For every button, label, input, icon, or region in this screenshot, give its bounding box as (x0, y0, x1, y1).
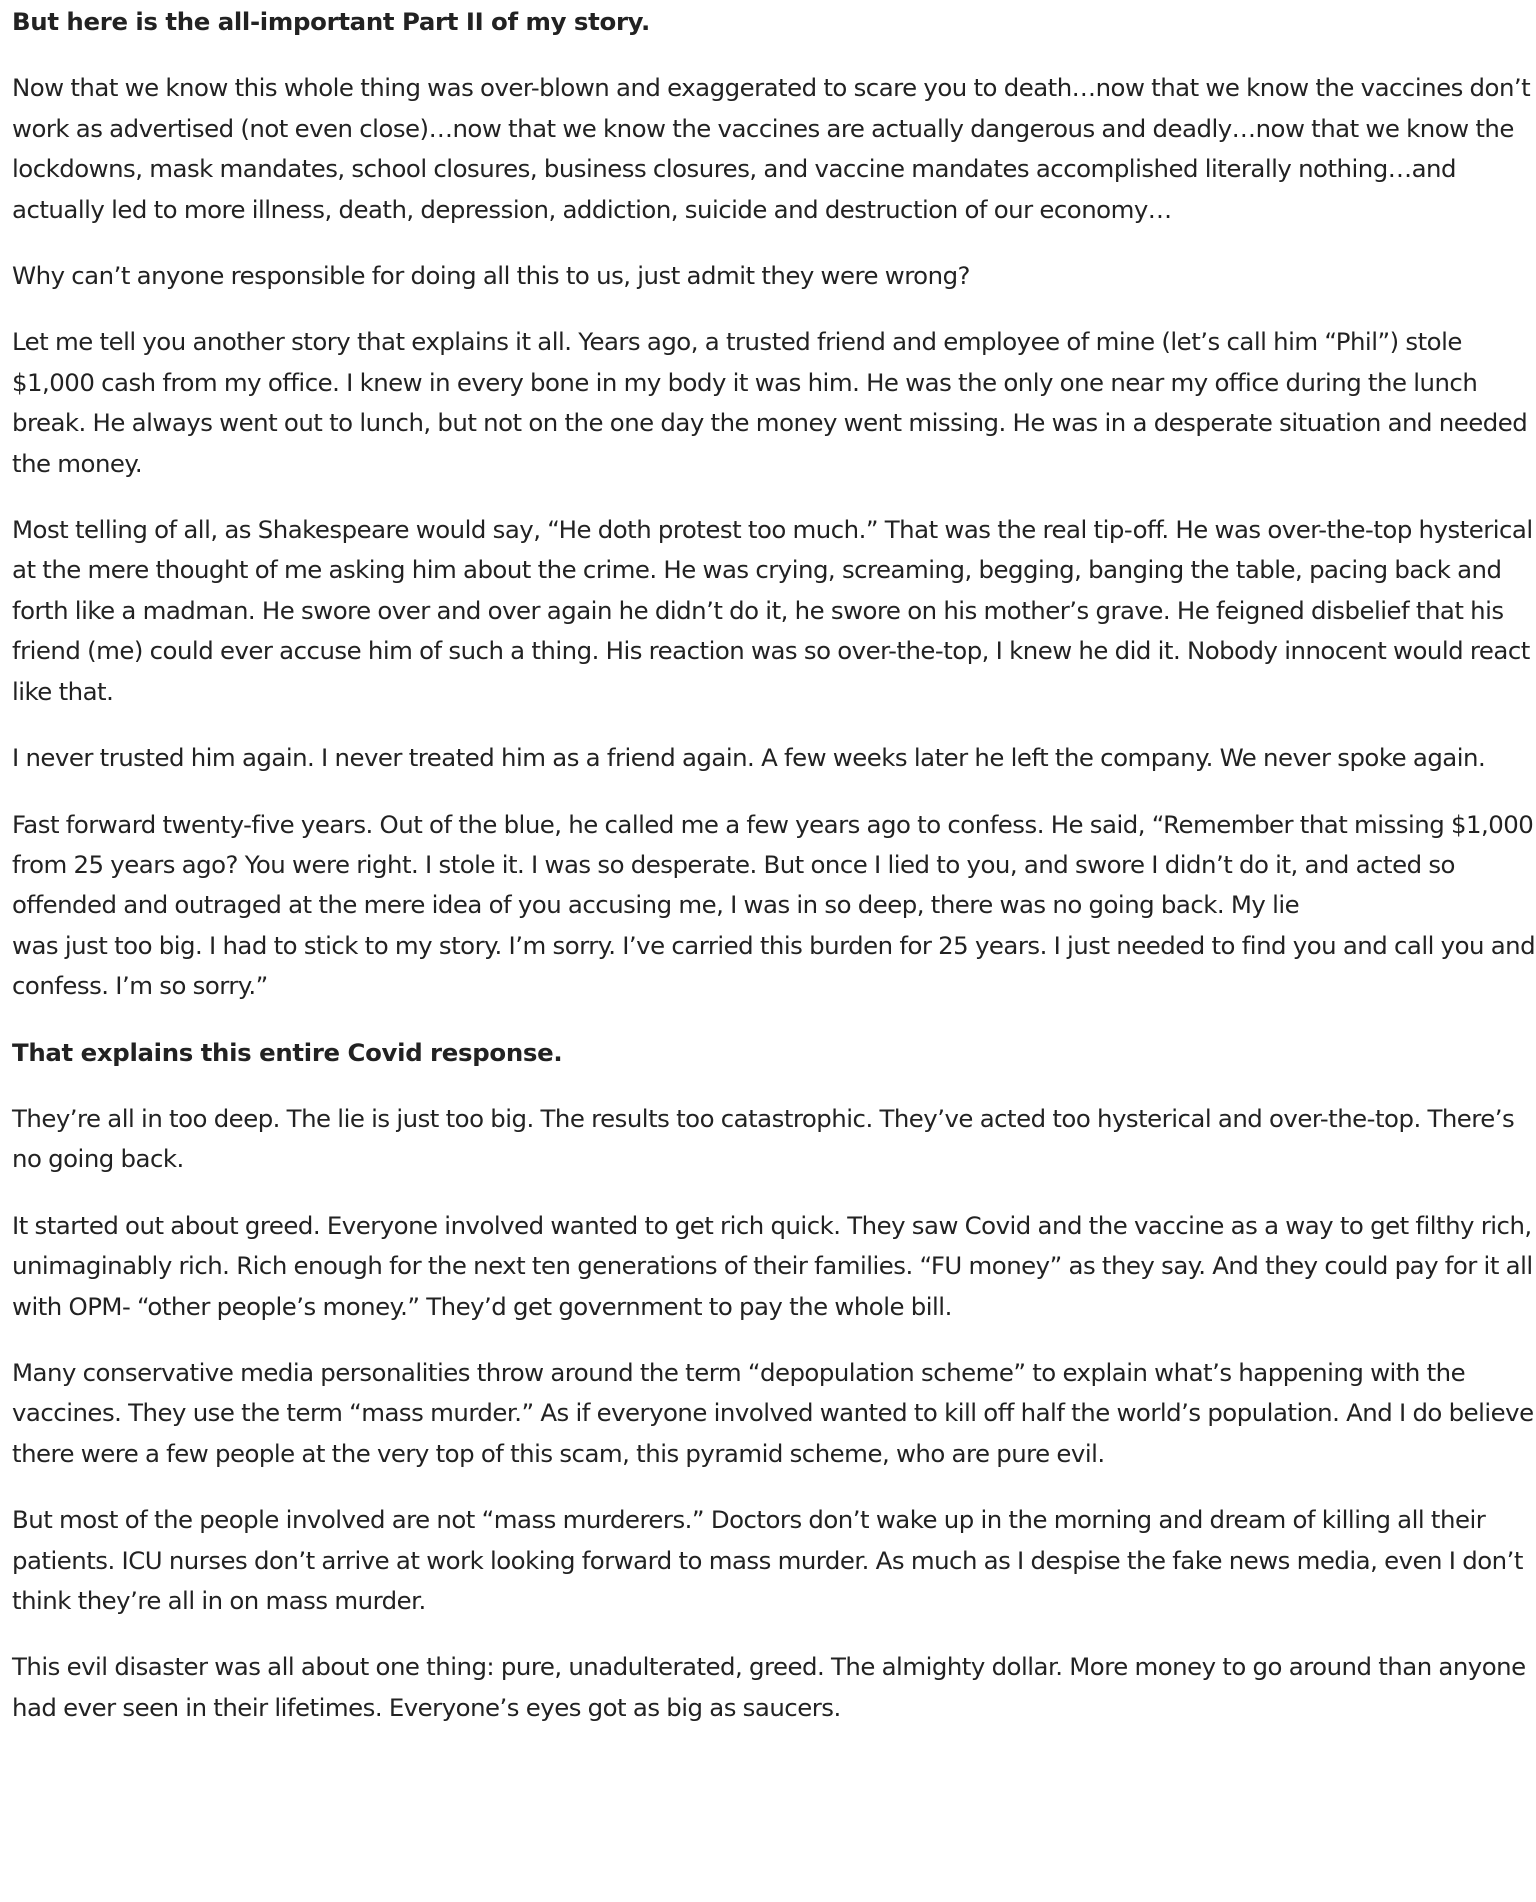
paragraph: This evil disaster was all about one thing: pure, unadulterated, greed. The almighty dollar. More money to go around than anyone had ever seen in their lifetimes. Everyone’s eyes got as big as saucers. (12, 1652, 1526, 1722)
paragraph: Let me tell you another story that explains it all. Years ago, a trusted friend and employee of mine (let’s call him “Phil”) stole $1,000 cash from my office. I knew in every bone in my body it was him. He was the only one near my office during the lunch break. He always went out to lunch, but not on the one day the money went missing. He was in a desperate situation and needed the money. (12, 327, 1528, 478)
paragraph-confession-second: was just too big. I had to stick to my story. I’m sorry. I’ve carried this burden for 25 years. I just needed to find you and call you and confess. I’m so sorry.” (12, 930, 1536, 1001)
paragraph: Now that we know this whole thing was over-blown and exaggerated to scare you to death…now that we know the vaccines don’t work as advertised (not even close)…now that we know the vaccines are actually dangerous and deadly…now that we know the lockdowns, mask mandates, school closures, business closures, and vaccine mandates accomplished literally nothing…and actually led to more illness, death, depression, addiction, suicide and destruction of our economy… (12, 73, 1531, 224)
paragraph-part-two-heading: But here is the all-important Part II of my story. (12, 7, 651, 36)
paragraph: But most of the people involved are not “mass murderers.” Doctors don’t wake up in the morning and dream of killing all their patients. ICU nurses don’t arrive at work looking forward to mass murder. As much as I despise the fake news media, even I don’t think they’re all in on mass murder. (12, 1505, 1523, 1615)
paragraph: I never trusted him again. I never treated him as a friend again. A few weeks later he left the company. We never spoke again. (12, 743, 1486, 773)
paragraph-confession (12, 805, 1536, 1007)
paragraph: They’re all in too deep. The lie is just too big. The results too catastrophic. They’ve acted too hysterical and over-the-top. There’s no going back. (12, 1103, 1515, 1174)
paragraph: Why can’t anyone responsible for doing all this to us, just admit they were wrong? (12, 261, 970, 291)
paragraph: It started out about greed. Everyone involved wanted to get rich quick. They saw Covid and the vaccine as a way to get filthy rich, unimaginably rich. Rich enough for the next ten generations of their families. “FU money” as they say. And they could pay for it all with OPM- “other people’s money.” They’d get government to pay the whole bill. (12, 1210, 1533, 1321)
paragraph: Many conservative media personalities throw around the term “depopulation scheme” to explain what’s happening with the vaccines. They use the term “mass murder.” As if everyone involved wanted to kill off half the world’s population. And I do believe there were a few people at the very top of this scam, this pyramid scheme, who are pure evil. (12, 1357, 1534, 1468)
article-body (12, 2, 1536, 1728)
paragraph-covid-heading: That explains this entire Covid response. (12, 1037, 563, 1067)
paragraph: Most telling of all, as Shakespeare would say, “He doth protest too much.” That was the real tip-off. He was over-the-top hysterical at the mere thought of me asking him about the crime. He was crying, screaming, begging, banging the table, pacing back and forth like a madman. He swore over and over again he didn’t do it, he swore on his mother’s grave. He feigned disbelief that his friend (me) could ever accuse him of such a thing. His reaction was so over-the-top, I knew he did it. Nobody innocent would react like that. (12, 515, 1533, 706)
paragraph-confession-first: Fast forward twenty-five years. Out of the blue, he called me a few years ago to confess. He said, “Remember that missing $1,000 from 25 years ago? You were right. I stole it. I was so desperate. But once I lied to you, and swore I didn’t do it, and acted so offended and outraged at the mere idea of you accusing me, I was in so deep, there was no going back. My lie (12, 809, 1534, 920)
